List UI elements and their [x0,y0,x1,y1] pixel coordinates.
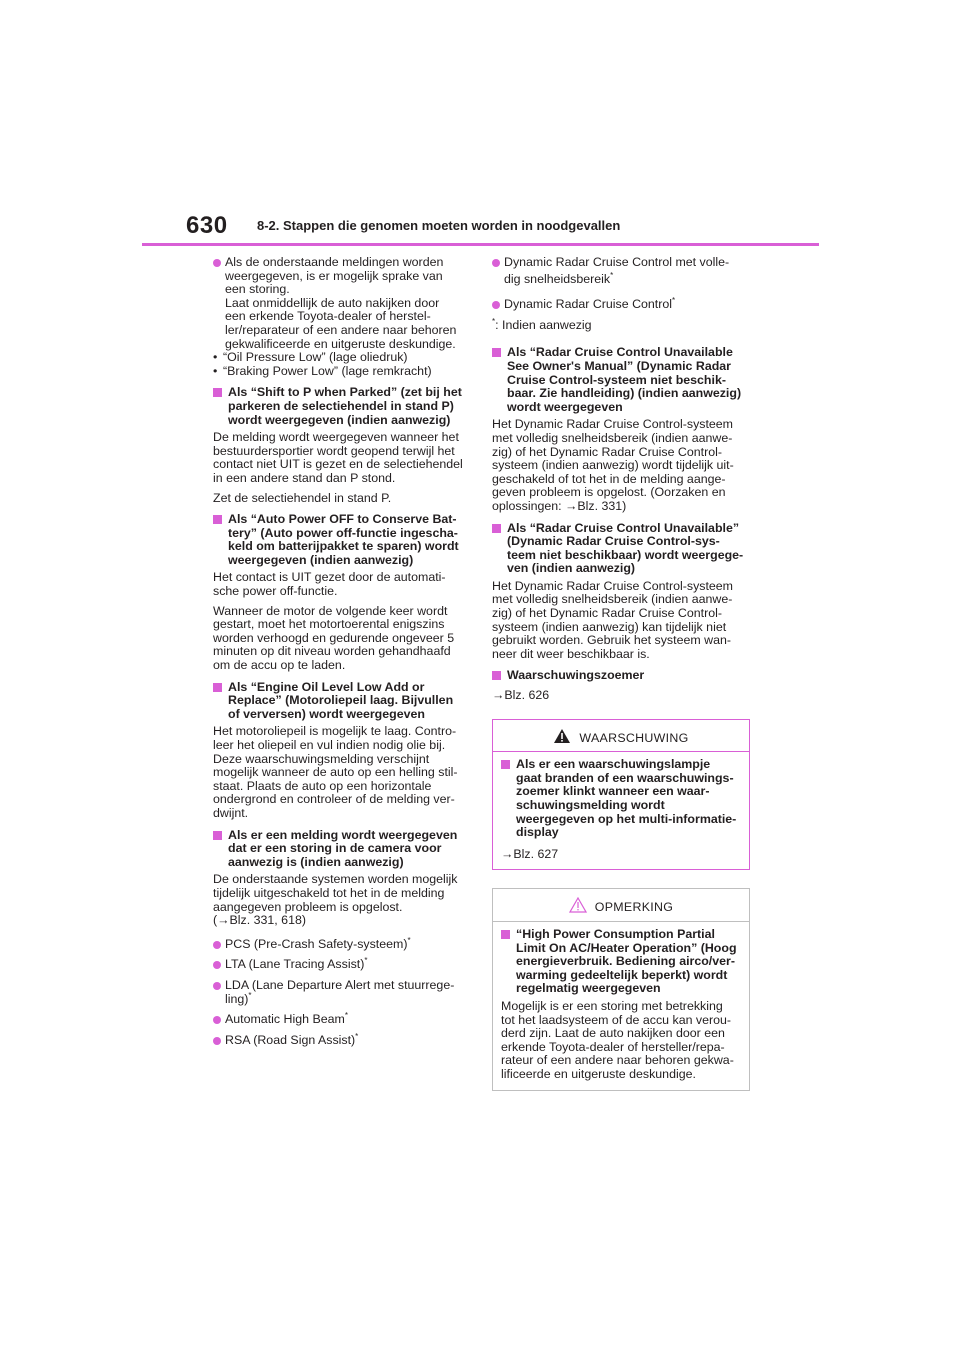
box-divider [493,921,749,922]
heading-square-icon [213,683,222,692]
text-line: systeem (indien aanwezig) wordt tijdelijk uit- [492,458,734,473]
box-divider [493,751,749,752]
heading-line: (Dynamic Radar Cruise Control-sys- [507,534,720,549]
text-line: om de accu op te laden. [213,658,346,673]
text-line: tijdelijk uitgeschakeld tot het in de melding [213,885,445,900]
bullet-dot-icon [492,259,500,267]
list-item-text: LDA (Lane Departure Alert met stuurrege- [225,977,455,992]
text-line: Het Dynamic Radar Cruise Control-systeem [492,578,734,593]
warning-triangle-icon [553,728,571,744]
text-line: neer dit weer beschikbaar is. [492,646,650,661]
section-heading [492,522,750,576]
text-line: geschakeld of tot het in de melding aange- [492,471,726,486]
heading-line: ven (indien aanwezig) [507,561,636,576]
bullet-dot-icon [213,982,221,990]
paragraph [501,1000,741,1082]
heading-line: “High Power Consumption Partial [516,926,715,941]
page-reference: →Blz. 627 [501,846,559,861]
text-line: sche power off-functie. [213,584,338,599]
heading-line: Cruise Control-systeem niet beschik- [507,372,726,387]
warning-title-row [501,720,741,752]
note-box [492,888,750,1090]
text-line: Als de onderstaande meldingen worden [225,255,444,269]
footnote-text: : Indien aanwezig [495,317,592,332]
heading-square-icon [492,671,501,680]
text-line: geven probleem is opgelost. (Oorzaken en [492,485,726,500]
left-column [213,256,466,1054]
page-reference: (→Blz. 331, 618) [213,913,306,928]
heading-line: Replace” (Motoroliepeil laag. Bijvullen [228,693,454,708]
footnote-star: * [248,990,252,1000]
text-line: zig) of het Dynamic Radar Cruise Control- [492,444,722,459]
heading-line: teem niet beschikbaar) wordt weergege- [507,547,744,562]
warning-heading [501,758,741,840]
heading-square-icon [501,930,510,939]
text-line: dwijnt. [213,805,249,820]
list-item-text: Dynamic Radar Cruise Control [504,297,673,312]
text-line: rateur of een andere naar behoren gekwa- [501,1053,734,1068]
paragraph [213,725,466,820]
text-line: gekwalificeerde en uitgeruste deskundige. [225,336,456,351]
text-line: zig) of het Dynamic Radar Cruise Control- [492,606,722,621]
paragraph: Zet de selectiehendel in stand P. [213,490,392,505]
page-number: 630 [186,212,228,239]
text-line: leer het oliepeil en vul indien nodig olie bij. [213,738,446,752]
section-heading [213,513,466,567]
warning-title: WAARSCHUWING [579,730,689,745]
heading-line: baar. Zie handleiding) (indien aanwezig) [507,386,742,401]
list-item-text: Automatic High Beam [225,1012,345,1027]
note-heading [501,928,741,996]
text-line: lificeerde en uitgeruste deskundige. [501,1066,696,1081]
text-line: Het motoroliepeil is mogelijk te laag. Contro- [213,724,457,739]
text-line: bestuurdersportier wordt geopend terwijl het [213,443,455,458]
heading-line: See Owner's Manual” (Dynamic Radar [507,358,731,373]
bullet-dot-icon [213,1037,221,1045]
footnote-star: * [610,270,614,280]
heading-square-icon [501,760,510,769]
heading-line: wordt weergegeven (indien aanwezig) [228,412,451,427]
section-heading [492,669,750,683]
text-line: in een andere stand dan P stond. [213,470,396,485]
right-column [492,256,750,1091]
list-item-text: dig snelheidsbereik [504,271,611,286]
text-line: contact niet UIT is gezet en de selectiehendel [213,457,463,472]
heading-line: aanwezig is (indien aanwezig) [228,854,404,869]
bullet-dot-icon [213,1016,221,1024]
text-line: De onderstaande systemen worden mogelijk [213,872,458,887]
list-item [213,958,466,972]
sub-item [213,351,466,365]
heading-line: gaat branden of een waarschuwings- [516,770,734,785]
sub-bullet-icon: • [213,350,218,365]
note-triangle-icon [569,897,587,913]
text-line: met volledig snelheidsbereik (indien aanwe- [492,430,733,445]
heading-line: of verversen) wordt weergegeven [228,706,425,721]
paragraph [492,580,750,662]
footnote-star: * [344,1011,348,1021]
text-line: gebruikt worden. Gebruik het systeem wan- [492,633,731,648]
list-item-text: ling) [225,991,249,1006]
heading-line: weergegeven (indien aanwezig) [228,552,414,567]
footnote [492,316,750,333]
text-line: De melding wordt weergegeven wanneer het [213,430,459,445]
bullet-dot-icon [213,961,221,969]
bullet-dot-icon [213,941,221,949]
text-line: mogelijk wanneer de auto op een helling stil- [213,765,458,780]
list-item-text: RSA (Road Sign Assist) [225,1032,356,1047]
text-line: staat. Plaats de auto op een horizontale [213,778,432,793]
list-item-text: LTA (Lane Tracing Assist) [225,957,365,972]
heading-line: schuwingsmelding wordt [516,798,665,812]
heading-line: tery” (Auto power off-functie ingescha- [228,525,458,540]
list-item [213,1031,466,1048]
page-reference: →Blz. 626 [492,688,550,703]
text-line: een erkende Toyota-dealer of herstel- [225,309,431,324]
warning-box [492,719,750,871]
section-heading [213,386,466,427]
text-line: Laat onmiddellijk de auto nakijken door [225,295,440,310]
section-heading [213,681,466,722]
sub-bullet-icon: • [213,363,218,378]
heading-square-icon [492,348,501,357]
list-item [213,1013,466,1027]
note-title: OPMERKING [594,900,674,915]
section-heading [492,346,750,414]
heading-line: parkeren de selectiehendel in stand P) [228,398,454,413]
section-heading [213,829,466,870]
text-line: Deze waarschuwingsmelding verschijnt [213,751,430,766]
paragraph [492,418,750,513]
bullet-storing [213,256,466,351]
text-line: aangegeven probleem is opgelost. [213,899,403,914]
footnote-star: * [364,956,368,966]
page-reference: oplossingen: →Blz. 331) [492,498,627,513]
footnote-star: * [672,296,676,306]
heading-line: Als er een melding wordt weergegeven [228,827,458,842]
paragraph [213,605,466,673]
text-line: tot het laadsysteem of de accu kan verou- [501,1012,732,1027]
text-line: gestart, moet het motortoerental enigszins [213,617,445,632]
heading-line: warming gedeeltelijk beperkt) wordt [516,967,728,982]
footnote-star: * [407,935,411,945]
heading-line: regelmatig weergegeven [516,981,661,996]
text-line: Wanneer de motor de volgende keer wordt [213,603,448,618]
heading-line: weergegeven op het multi-informatie- [516,811,737,826]
text-line: minuten op dit niveau worden gehandhaafd [213,644,451,659]
heading-square-icon [492,524,501,533]
text-line: met volledig snelheidsbereik (indien aanwe- [492,592,733,607]
text-line: worden verhoogd en gedurende ongeveer 5 [213,630,455,645]
heading-line: Limit On AC/Heater Operation” (Hoog [516,940,737,955]
text-line: weergegeven, is er mogelijk sprake van [225,268,443,283]
list-item [492,256,750,286]
chapter-title: 8-2. Stappen die genomen moeten worden in noodgevallen [257,218,621,233]
sub-item-text: “Oil Pressure Low” (lage oliedruk) [223,350,408,365]
note-title-row [501,889,741,921]
bullet-dot-icon [492,301,500,309]
sub-item-text: “Braking Power Low” (lage remkracht) [223,363,432,378]
heading-line: energieverbruik. Bediening airco/ver- [516,954,735,969]
text-line: ondergrond en controleer of de melding ver- [213,792,455,807]
heading-line: zoemer klinkt wanneer een waar- [516,784,710,799]
heading-line: Als “Engine Oil Level Low Add or [228,679,425,694]
text-line: Het contact is UIT gezet door de automati- [213,570,446,585]
heading-line: dat er een storing in de camera voor [228,841,442,856]
paragraph [213,873,466,927]
heading-line: keld om batterijpakket te sparen) wordt [228,539,459,554]
sub-item [213,365,466,379]
bullet-dot-icon [213,259,221,267]
footnote-star: * [492,316,496,326]
heading-square-icon [213,515,222,524]
header-rule [142,243,819,246]
text-line: Het Dynamic Radar Cruise Control-systeem [492,417,734,432]
list-item-text: Dynamic Radar Cruise Control met volle- [504,255,730,269]
heading-line: wordt weergegeven [507,399,623,414]
heading-line: Als “Radar Cruise Control Unavailable” [507,520,740,535]
text-line: een storing. [225,282,290,297]
footnote-star: * [355,1031,359,1041]
heading-line: Als “Auto Power OFF to Conserve Bat- [228,512,457,527]
text-line: erkende Toyota-dealer of hersteller/repa- [501,1039,725,1054]
paragraph [213,571,466,598]
heading-line: Als “Radar Cruise Control Unavailable [507,345,733,360]
paragraph [213,431,466,485]
list-item-text: PCS (Pre-Crash Safety-systeem) [225,936,408,951]
list-item [213,979,466,1006]
heading-line: Als er een waarschuwingslampje [516,757,711,772]
text-line: ler/reparateur of een andere naar behoren [225,322,457,337]
text-line: systeem (indien aanwezig) kan tijdelijk niet [492,619,727,634]
heading-square-icon [213,388,222,397]
heading-line: Waarschuwingszoemer [507,668,645,683]
list-item [492,298,750,312]
heading-square-icon [213,831,222,840]
heading-line: display [516,825,559,840]
heading-line: Als “Shift to P when Parked” (zet bij het [228,385,462,400]
list-item [213,935,466,952]
text-line: derd zijn. Laat de auto nakijken door een [501,1026,725,1041]
text-line: Mogelijk is er een storing met betrekking [501,998,723,1013]
